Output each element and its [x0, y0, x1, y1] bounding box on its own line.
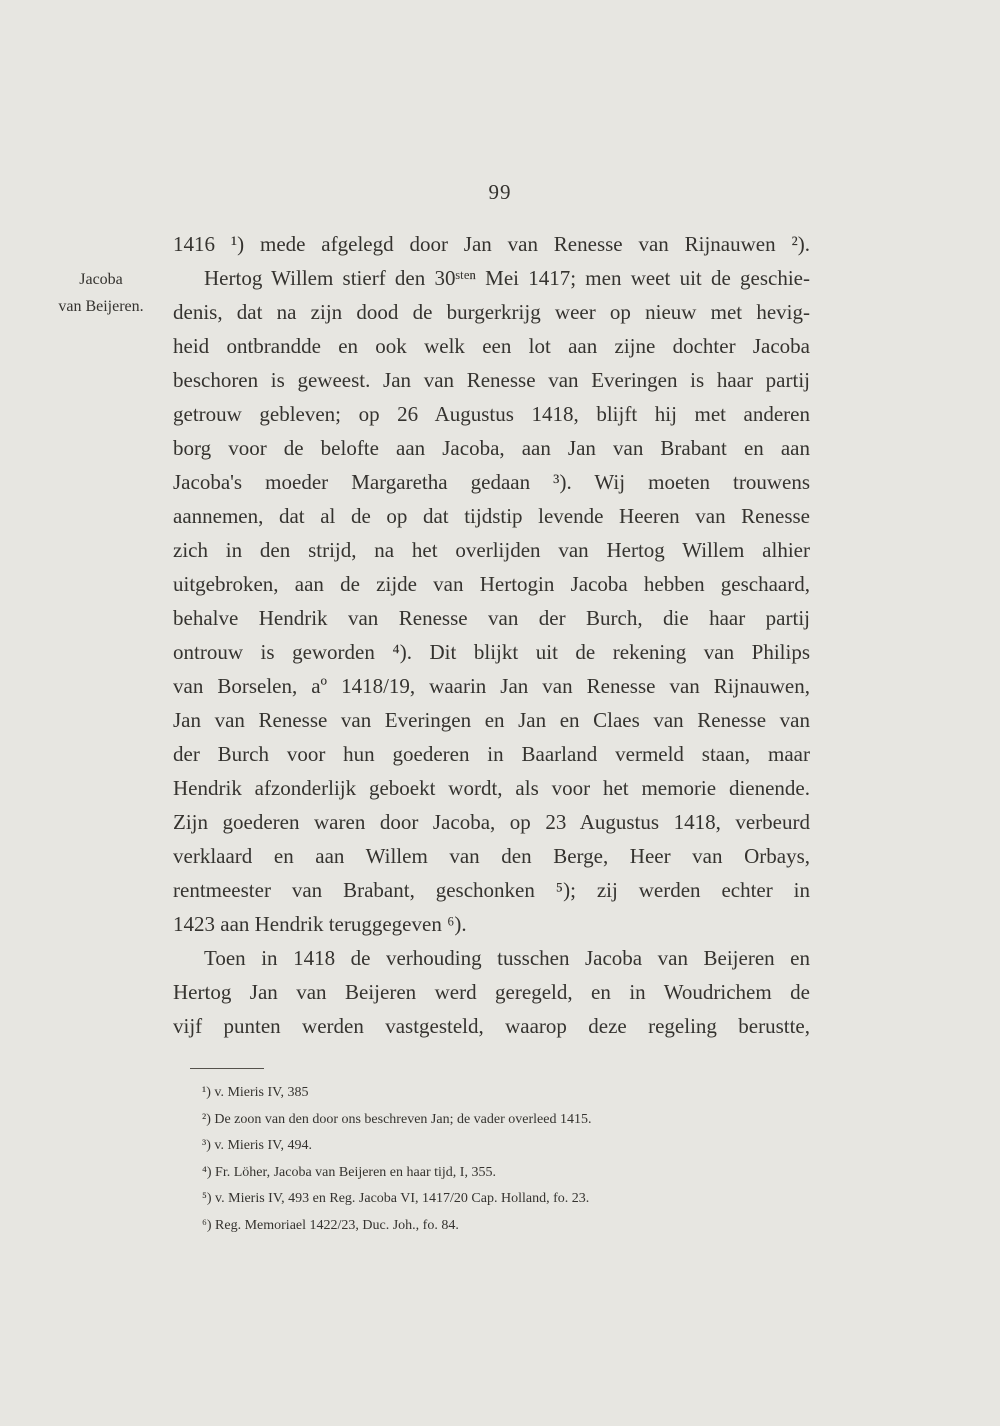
text-line: uitgebroken, aan de zijde van Hertogin Jacoba hebben geschaard, [173, 572, 810, 596]
footnote: ¹) v. Mieris IV, 385 [202, 1085, 309, 1100]
text-line: Jan van Renesse van Everingen en Jan en Claes van Renesse van [173, 708, 810, 732]
text-line: aannemen, dat al de op dat tijdstip levende Heeren van Renesse [173, 504, 810, 528]
text-line: behalve Hendrik van Renesse van der Burch, die haar partij [173, 606, 810, 630]
text-line: denis, dat na zijn dood de burgerkrijg weer op nieuw met hevig- [173, 300, 810, 324]
text-line: Hertog Willem stierf den 30ˢᵗᵉⁿ Mei 1417; men weet uit de geschie- [204, 266, 810, 290]
body-text [173, 227, 810, 1043]
text-line: van Borselen, aº 1418/19, waarin Jan van Renesse van Rijnauwen, [173, 674, 810, 698]
footnote: ³) v. Mieris IV, 494. [202, 1138, 312, 1153]
footnote: ²) De zoon van den door ons beschreven Jan; de vader overleed 1415. [202, 1111, 592, 1127]
margin-note-line: van Beijeren. [58, 298, 144, 315]
text-line: beschoren is geweest. Jan van Renesse van Everingen is haar partij [173, 368, 810, 392]
text-line: Hertog Jan van Beijeren werd geregeld, en in Woudrichem de [173, 980, 810, 1004]
text-line: Zijn goederen waren door Jacoba, op 23 Augustus 1418, verbeurd [173, 810, 810, 834]
text-line: 1423 aan Hendrik teruggegeven ⁶). [173, 912, 467, 936]
footnotes [202, 1080, 762, 1239]
text-line: Hendrik afzonderlijk geboekt wordt, als voor het memorie dienende. [173, 776, 810, 800]
text-line: Jacoba's moeder Margaretha gedaan ³). Wij moeten trouwens [173, 470, 810, 494]
text-line: heid ontbrandde en ook welk een lot aan zijne dochter Jacoba [173, 334, 810, 358]
text-line: verklaard en aan Willem van den Berge, Heer van Orbays, [173, 844, 810, 868]
page-number: 99 [488, 180, 512, 204]
text-line: borg voor de belofte aan Jacoba, aan Jan van Brabant en aan [173, 436, 810, 460]
text-line: 1416 ¹) mede afgelegd door Jan van Renesse van Rijnauwen ²). [173, 232, 810, 256]
text-line: rentmeester van Brabant, geschonken ⁵); zij werden echter in [173, 878, 810, 902]
margin-note-line: Jacoba [79, 271, 123, 288]
text-line: ontrouw is geworden ⁴). Dit blijkt uit de rekening van Philips [173, 640, 810, 664]
margin-note [40, 266, 162, 320]
footnote-separator [190, 1068, 264, 1069]
footnote: ⁶) Reg. Memoriael 1422/23, Duc. Joh., fo. 84. [202, 1217, 459, 1233]
text-line: getrouw gebleven; op 26 Augustus 1418, blijft hij met anderen [173, 402, 810, 426]
footnote: ⁵) v. Mieris IV, 493 en Reg. Jacoba VI, 1417/20 Cap. Holland, fo. 23. [202, 1191, 590, 1206]
text-line: vijf punten werden vastgesteld, waarop deze regeling berustte, [173, 1014, 810, 1038]
text-line: zich in den strijd, na het overlijden van Hertog Willem alhier [173, 538, 810, 562]
text-line: Toen in 1418 de verhouding tusschen Jacoba van Beijeren en [204, 946, 810, 970]
footnote: ⁴) Fr. Löher, Jacoba van Beijeren en haar tijd, I, 355. [202, 1164, 496, 1180]
text-line: der Burch voor hun goederen in Baarland vermeld staan, maar [173, 742, 810, 766]
